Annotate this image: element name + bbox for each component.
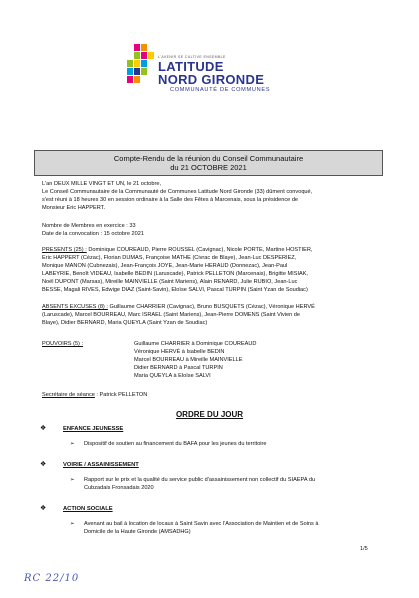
pouvoirs-label: POUVOIRS (5) :: [42, 341, 84, 347]
intro-line-2: Le Conseil Communautaire de la Communauté de Communes Latitude Nord Gironde (33) dûment convoqué,: [42, 188, 313, 195]
absents-line-3: Blaye), Didier BERNARD, Maria QUEYLA (Saint Yzan de Soudiac): [42, 319, 208, 326]
presents-line-5: Noël DUPONT (Marsas), Mireille MAINVIELLE (Saint Mariens), Alain RENARD, Julie RUBIO, Jean-Luc: [42, 278, 298, 285]
diamond-bullet-icon: ❖: [40, 505, 47, 512]
section-item-line: Rapport sur le prix et la qualité du service public d'assainissement non collectif du SIAEPA du: [84, 477, 316, 483]
ordre-du-jour-heading: ORDRE DU JOUR: [175, 410, 244, 419]
arrow-bullet-icon: ➢: [70, 521, 75, 527]
arrow-bullet-icon: ➢: [70, 441, 75, 447]
intro-line-4: Monsieur Eric HAPPERT.: [42, 204, 105, 211]
pouvoir-item: Véronique HERVÉ à Isabelle BEDIN: [134, 348, 225, 355]
pouvoir-item: Marcel BOURREAU à Mireille MAINVIELLE: [134, 356, 243, 363]
section-title-voirie: VOIRIE / ASSAINISSEMENT: [63, 462, 139, 468]
section-item-bafa: Dispositif de soutien au financement du BAFA pour les jeunes du territoire: [84, 441, 267, 447]
arrow-bullet-icon: ➢: [70, 477, 75, 483]
logo-tagline: L'AVENIR SE CULTIVE ENSEMBLE: [158, 55, 226, 59]
diamond-bullet-icon: ❖: [40, 425, 47, 432]
intro-line-3: s'est réuni à 18 heures 30 en session ordinaire à la Salle des Fêtes à Marcenais, sous la présidence de: [42, 196, 299, 203]
report-title-box: [34, 150, 383, 176]
handwritten-note: RC 22/10: [24, 573, 80, 584]
intro-line-1: L'an DEUX MILLE VINGT ET UN, le 21 octobre,: [42, 181, 162, 187]
secretaire-line: [42, 392, 147, 400]
absents-label: ABSENTS EXCUSES (8) :: [42, 304, 108, 310]
convocation-date: Date de la convocation : 15 octobre 2021: [42, 231, 145, 237]
presents-line-4: LABEYRIE, Benoît VIDEAU, Isabelle BEDIN (Laruscade), Patrick PELLETON (Marcenais), Brigitte MISIAK,: [42, 270, 309, 277]
section-item-avenant: [84, 521, 319, 537]
page-number: 1/5: [360, 546, 368, 552]
pouvoirs-list: [134, 341, 256, 381]
absents-line-2: (Laruscade), Marcel BOURREAU, Marc ISRAEL (Saint Mariens), Jean-Pierre DOMENS (Saint Vivien de: [42, 311, 301, 318]
pouvoir-item: Maria QUEYLA à Eloïse SALVI: [134, 372, 211, 379]
section-title-action-sociale: ACTION SOCIALE: [63, 506, 113, 512]
section-title-enfance: ENFANCE JEUNESSE: [63, 426, 124, 432]
section-item-line: Cubzadais Fronsadais 2020: [84, 484, 154, 491]
intro-paragraph: [42, 181, 312, 213]
title-line-1: Compte-Rendu de la réunion du Conseil Communautaire: [113, 154, 304, 163]
section-item-line: Avenant au bail à location de locaux à Saint Savin avec l'Association de Maintien et de Soins à: [84, 521, 319, 527]
presents-line-2: Eric HAPPERT (Cézac), Florian DUMAS, Françoise MATHE (Civrac de Blaye), Jean-Luc DESPERIEZ,: [42, 254, 297, 261]
diamond-bullet-icon: ❖: [40, 461, 47, 468]
presents-line-3: Monique MANON (Cubnezais), Jean-François JOYE, Jean-Marie HERAUD (Donnezac), Jean-Paul: [42, 262, 288, 269]
section-item-line: Domicile de la Haute Gironde (AMSADHG): [84, 528, 191, 535]
absents-line-1: Guillaume CHARRIER (Cavignac), Bruno BUSQUETS (Cézac), Véronique HERVÉ: [107, 304, 315, 310]
pouvoir-item: Didier BERNARD à Pascal TURPIN: [134, 364, 223, 371]
title-line-2: du 21 OCTOBRE 2021: [170, 163, 247, 172]
logo-line-3: COMMUNAUTÉ DE COMMUNES: [170, 87, 271, 93]
secretaire-value: : Patrick PELLETON: [94, 392, 148, 398]
section-item-assainissement: [84, 477, 315, 493]
presents-line-1: Dominique COUREAUD, Pierre ROUSSEL (Cavignac), Nicole PORTE, Martine HOSTIER,: [86, 247, 313, 253]
secretaire-label: Secrétaire de séance: [42, 392, 95, 398]
members-count: Nombre de Membres en exercice : 33: [42, 223, 136, 229]
presents-line-6: BESSE, Magali RIVES, Edwige DIAZ (Saint-Savin), Eloïse SALVI, Pascal TURPIN (Saint Yzan de Soudiac): [42, 286, 308, 293]
presents-label: PRESENTS (25) :: [42, 247, 87, 253]
presents-block: [42, 247, 312, 294]
logo-line-2: NORD GIRONDE: [158, 72, 265, 87]
pouvoir-item: Guillaume CHARRIER à Dominique COUREAUD: [134, 341, 257, 347]
absents-block: [42, 304, 315, 328]
logo-line-1: LATITUDE: [158, 59, 224, 74]
logo-mark: [124, 40, 158, 90]
